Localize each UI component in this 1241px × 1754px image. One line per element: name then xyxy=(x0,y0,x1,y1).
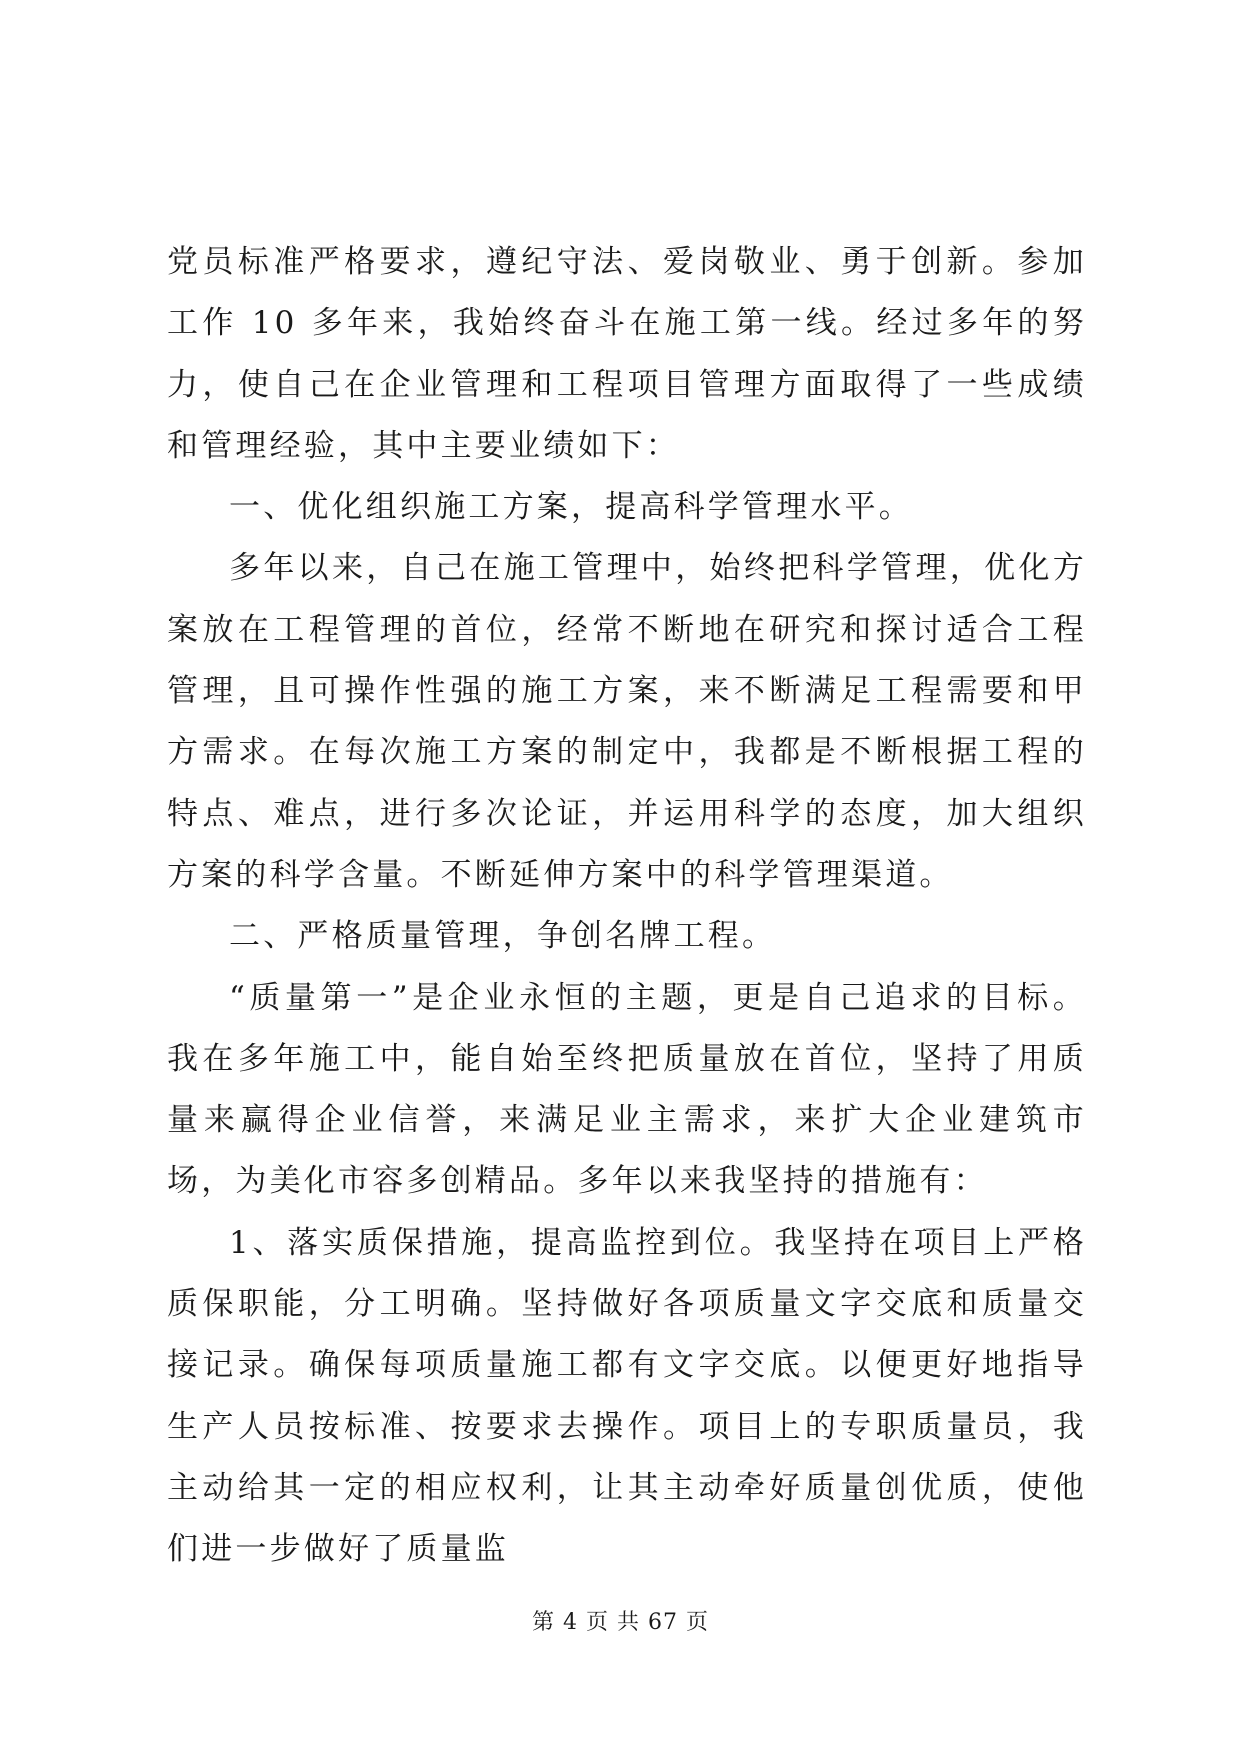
paragraph-section-2: “质量第一”是企业永恒的主题，更是自己追求的目标。我在多年施工中，能自始至终把质量放在首位，坚持了用质量来赢得企业信誉，来满足业主需求，来扩大企业建筑市场，为美化市容多创精品。多年以来我坚持的措施有： xyxy=(167,979,1087,1200)
page-footer: 第 4 页 共 67 页 xyxy=(532,1610,709,1635)
document-body xyxy=(167,232,1087,1581)
paragraph-section-1: 多年以来，自己在施工管理中，始终把科学管理，优化方案放在工程管理的首位，经常不断地在研究和探讨适合工程管理，且可操作性强的施工方案，来不断满足工程需要和甲方需求。在每次施工方案的制定中，我都是不断根据工程的特点、难点，进行多次论证，并运用科学的态度，加大组织方案的科学含量。不断延伸方案中的科学管理渠道。 xyxy=(167,550,1087,893)
paragraph-intro: 党员标准严格要求，遵纪守法、爱岗敬业、勇于创新。参加工作 10 多年来，我始终奋斗在施工第一线。经过多年的努力，使自己在企业管理和工程项目管理方面取得了一些成绩和管理经验，其中主要业绩如下： xyxy=(167,244,1087,464)
paragraph-measure-1: 1、落实质保措施，提高监控到位。我坚持在项目上严格质保职能，分工明确。坚持做好各项质量文字交底和质量交接记录。确保每项质量施工都有文字交底。以便更好地指导生产人员按标准、按要求去操作。项目上的专职质量员，我主动给其一定的相应权利，让其主动牵好质量创优质，使他们进一步做好了质量监 xyxy=(167,1224,1087,1568)
heading-section-2: 二、严格质量管理，争创名牌工程。 xyxy=(229,918,777,955)
heading-section-1: 一、优化组织施工方案，提高科学管理水平。 xyxy=(229,489,913,526)
